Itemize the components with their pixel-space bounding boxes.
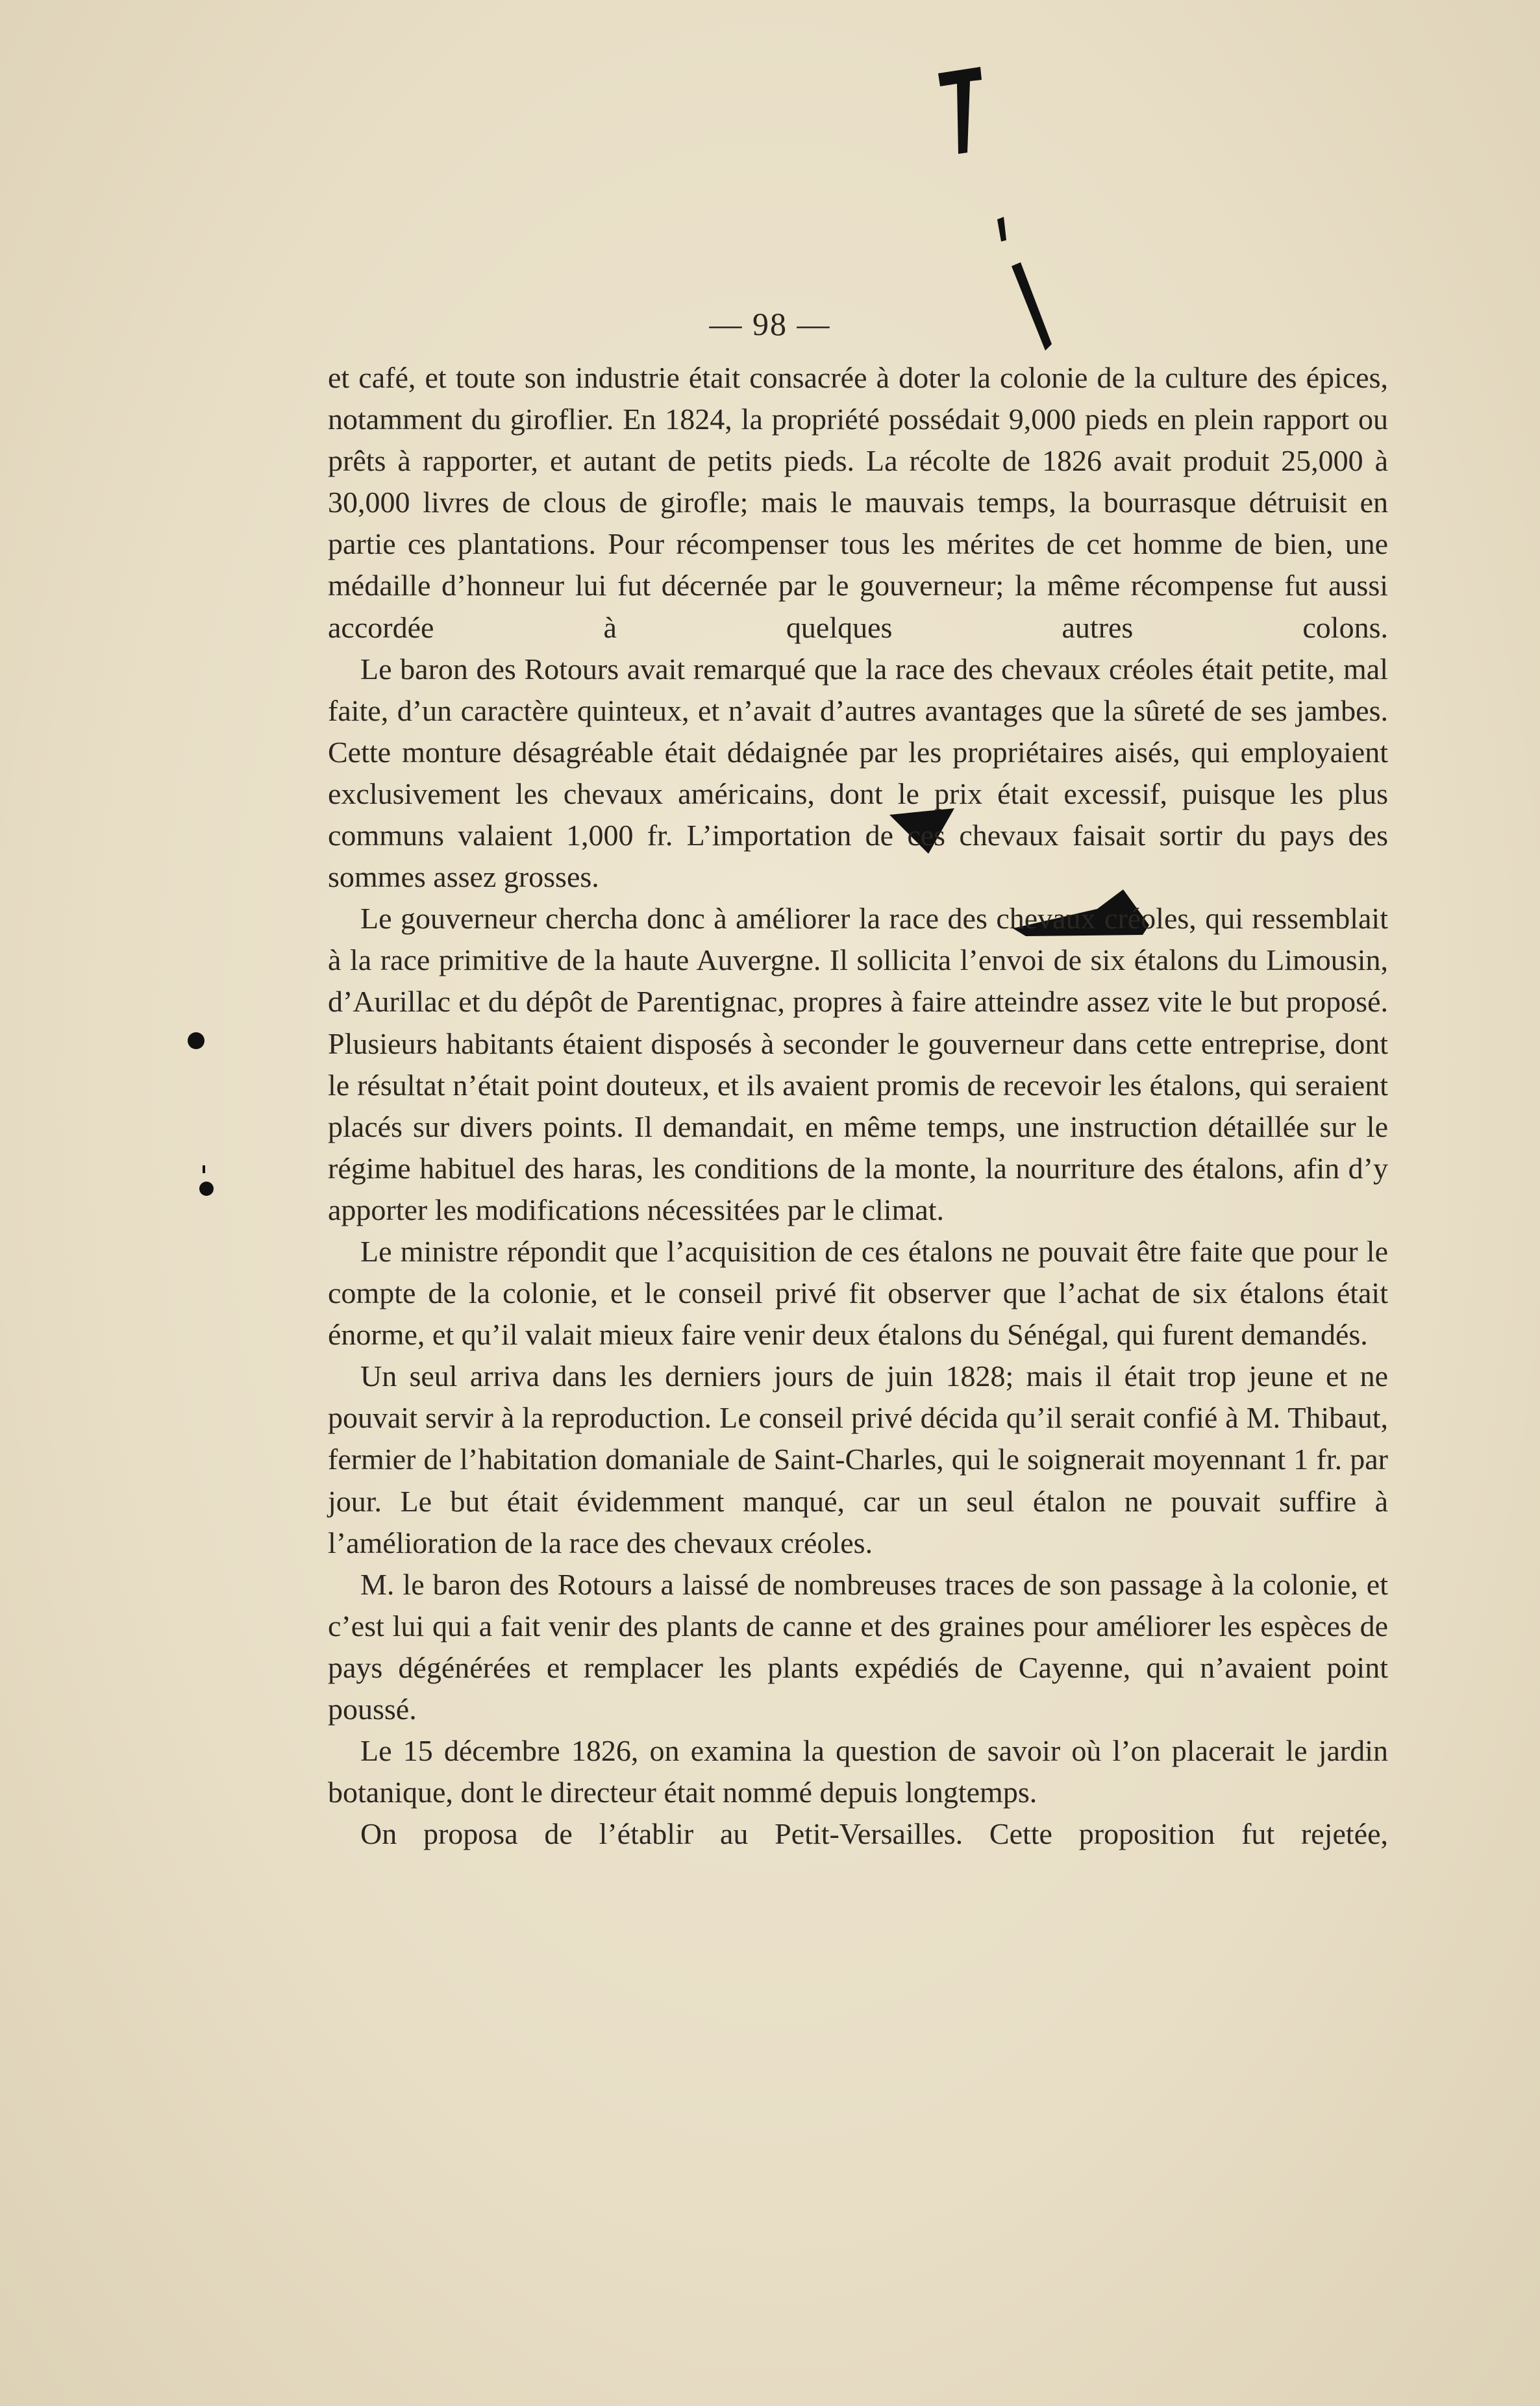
margin-tick xyxy=(203,1165,205,1173)
paragraph-6: M. le baron des Rotours a laissé de nombreuses traces de son passage à la colonie, et c’est lui qui a fait venir des plants de canne et des graines pour améliorer les espèces de pays dégénérées et remplacer les plants expédiés de Cayenne, qui n’avaient point poussé. xyxy=(328,1567,1388,1726)
margin-dot-1 xyxy=(188,1032,205,1049)
paragraph-5: Un seul arriva dans les derniers jours de juin 1828; mais il était trop jeune et ne pouvait servir à la reproduction. Le conseil privé décida qu’il serait confié à M. Thibaut, fermier de l’habitation domaniale de Saint-Charles, qui le soignerait moyennant 1 fr. par jour. Le but était évidemment manqué, car un seul étalon ne pouvait suffire à l’amélioration de la race des chevaux créoles. xyxy=(328,1359,1388,1559)
ink-mark-stroke xyxy=(993,214,1058,357)
margin-dot-2 xyxy=(199,1182,214,1196)
paragraph-8: On proposa de l’établir au Petit-Versailles. Cette proposition fut rejetée, xyxy=(360,1817,1388,1851)
ink-mark-top xyxy=(935,62,987,159)
paragraph-7: Le 15 décembre 1826, on examina la question de savoir où l’on placerait le jardin botanique, dont le directeur était nommé depuis longtemps. xyxy=(328,1734,1388,1809)
body-text xyxy=(328,357,1388,1855)
paragraph-4: Le ministre répondit que l’acquisition de ces étalons ne pouvait être faite que pour le compte de la colonie, et le conseil privé fit observer que l’achat de six étalons était énorme, et qu’il valait mieux faire venir deux étalons du Sénégal, qui furent demandés. xyxy=(328,1234,1388,1352)
page-number: — 98 — xyxy=(709,306,831,342)
paragraph-1: et café, et toute son industrie était consacrée à doter la colonie de la culture des épices, notamment du giroflier. En 1824, la propriété possédait 9,000 pieds en plein rapport ou prêts à rapporter, et autant de petits pieds. La récolte de 1826 avait produit 25,000 à 30,000 livres de clous de girofle; mais le mauvais temps, la bourrasque détruisit en partie ces plantations. Pour récompenser tous les mérites de cet homme de bien, une médaille d’honneur lui fut décernée par le gouverneur; la même récompense fut aussi accordée à quelques autres colons. xyxy=(328,361,1388,644)
paragraph-2: Le baron des Rotours avait remarqué que la race des chevaux créoles était petite, mal faite, d’un caractère quinteux, et n’avait d’autres avantages que la sûreté de ses jambes. Cette monture désagréable était dédaignée par les propriétaires aisés, qui employaient exclusivement les chevaux américains, dont le prix était excessif, puisque les plus communs valaient 1,000 fr. L’importation de ces chevaux faisait sortir du pays des sommes assez grosses. xyxy=(328,652,1388,894)
paragraph-3: Le gouverneur chercha donc à améliorer la race des chevaux créoles, qui ressemblait à la race primitive de la haute Auvergne. Il sollicita l’envoi de six étalons du Limousin, d’Aurillac et du dépôt de Parentignac, propres à faire atteindre assez vite le but proposé. Plusieurs habitants étaient disposés à seconder le gouverneur dans cette entreprise, dont le résultat n’était point douteux, et ils avaient promis de recevoir les étalons, qui seraient placés sur divers points. Il demandait, en même temps, une instruction détaillée sur le régime habituel des haras, les conditions de la monte, la nourriture des étalons, afin d’y apporter les modifications nécessitées par le climat. xyxy=(328,902,1388,1226)
